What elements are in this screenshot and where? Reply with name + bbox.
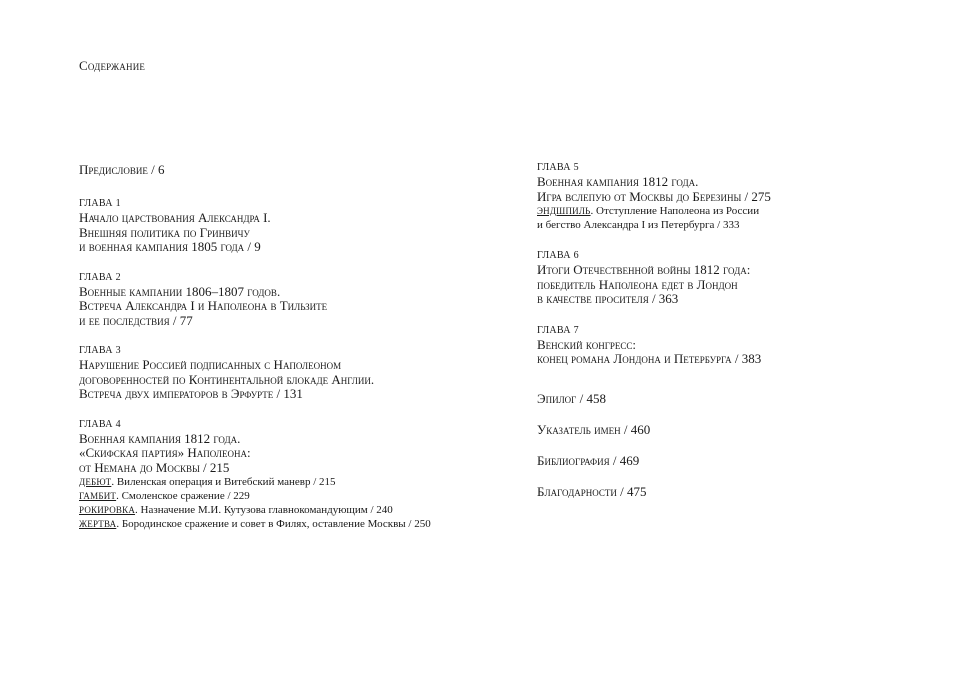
chapter-label: ГЛАВА 4 — [79, 418, 121, 430]
page-title: Содержание — [79, 58, 146, 73]
toc-entry-bibliography[interactable]: Библиография / 469 — [537, 452, 640, 468]
toc-subentry[interactable] — [79, 489, 479, 503]
subentry-text: . Бородинское сражение и совет в Филях, оставление Москвы / 250 — [116, 518, 431, 530]
chapter-title-line: Внешняя политика по Гринвичу — [79, 224, 250, 240]
toc-chapter-6[interactable] — [537, 249, 937, 307]
chapter-title-line: Венский конгресс: — [537, 336, 637, 352]
chapter-title-line: Игра вслепую от Москвы до Березины / 275 — [537, 188, 771, 204]
chapter-label: ГЛАВА 7 — [537, 324, 579, 336]
toc-subentry[interactable] — [537, 204, 937, 218]
toc-subentry[interactable] — [79, 503, 479, 517]
chapter-title-line: договоренностей по Континентальной блокаде Англии. — [79, 371, 375, 387]
subentry-text: . Смоленское сражение / 229 — [116, 490, 250, 502]
subentry-text: . Отступление Наполеона из России — [590, 205, 760, 217]
chapter-title-line: Нарушение Россией подписанных с Наполеоном — [79, 357, 342, 372]
chapter-label: ГЛАВА 3 — [79, 345, 121, 356]
chapter-label: ГЛАВА 5 — [537, 162, 579, 173]
toc-chapter-7[interactable] — [537, 324, 937, 367]
chapter-title-line: в качестве просителя / 363 — [537, 291, 679, 306]
chess-term: ЖЕРТВА — [79, 519, 117, 529]
chapter-title-line: Встреча двух императоров в Эрфурте / 131 — [79, 386, 303, 401]
toc-chapter-2[interactable] — [79, 271, 479, 329]
chess-term: РОКИРОВКА — [79, 505, 136, 515]
chapter-title-line: «Скифская партия» Наполеона: — [79, 445, 251, 460]
chess-term: ГАМБИТ — [79, 491, 117, 501]
toc-entry-epilogue[interactable]: Эпилог / 458 — [537, 390, 606, 406]
toc-chapter-5[interactable] — [537, 161, 937, 232]
chess-term: ДЕБЮТ — [79, 477, 112, 487]
chapter-title-line: Военная кампания 1812 года. — [79, 430, 241, 446]
subentry-text: . Назначение М.И. Кутузова главнокомандующим / 240 — [135, 504, 393, 516]
chapter-title-line: Военная кампания 1812 года. — [537, 174, 699, 189]
toc-entry-index[interactable]: Указатель имен / 460 — [537, 421, 651, 437]
toc-entry-acknowledgements[interactable]: Благодарности / 475 — [537, 483, 647, 499]
toc-subentry-continued[interactable] — [537, 218, 937, 232]
chess-term: ЭНДШПИЛЬ — [537, 206, 591, 216]
chapter-title-line: Встреча Александра I и Наполеона в Тильзите — [79, 298, 328, 313]
toc-subentry[interactable] — [79, 517, 479, 531]
chapter-title-line: Начало царствования Александра I. — [79, 210, 271, 225]
subentry-text: и бегство Александра I из Петербурга / 333 — [537, 219, 740, 231]
chapter-title-line: Военные кампании 1806–1807 годов. — [79, 283, 281, 299]
toc-chapter-4[interactable] — [79, 418, 479, 532]
toc-chapter-1[interactable] — [79, 197, 479, 255]
chapter-label: ГЛАВА 2 — [79, 271, 121, 283]
toc-subentry[interactable] — [79, 475, 479, 489]
chapter-title-line: победитель Наполеона едет в Лондон — [537, 276, 738, 292]
toc-chapter-3[interactable] — [79, 344, 479, 402]
toc-right-column — [537, 161, 937, 501]
chapter-title-line: от Немана до Москвы / 215 — [79, 459, 230, 475]
subentry-text: . Виленская операция и Витебский маневр / 215 — [111, 476, 336, 488]
chapter-title-line: конец романа Лондона и Петербурга / 383 — [537, 351, 762, 366]
chapter-label: ГЛАВА 6 — [537, 250, 579, 261]
chapter-label: ГЛАВА 1 — [79, 198, 121, 209]
chapter-title-line: и военная кампания 1805 года / 9 — [79, 239, 261, 254]
toc-left-column — [79, 161, 479, 531]
chapter-title-line: Итоги Отечественной войны 1812 года: — [537, 262, 751, 277]
toc-entry-preface[interactable]: Предисловие / 6 — [79, 162, 165, 177]
chapter-title-line: и ее последствия / 77 — [79, 312, 193, 328]
